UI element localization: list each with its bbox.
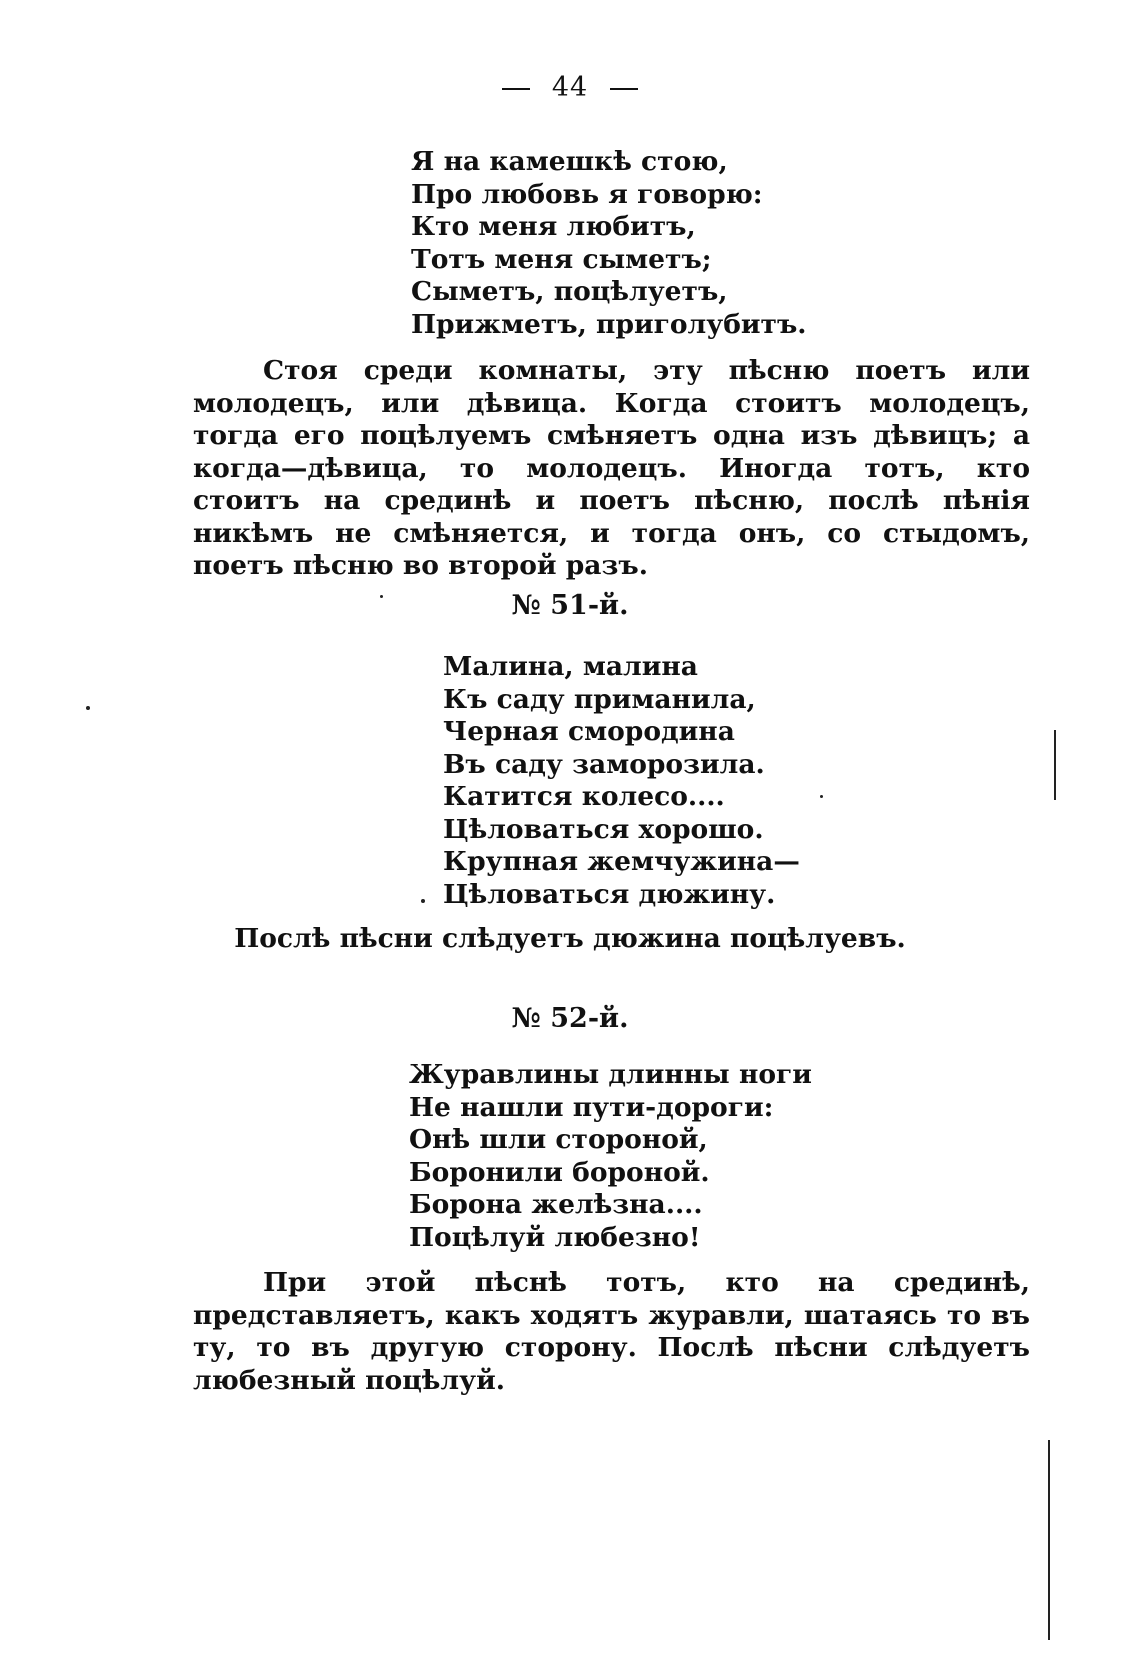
verse-line: Борона желѣзна....: [409, 1189, 703, 1220]
ink-speck: [380, 595, 383, 598]
verse-line: Тотъ меня сыметъ;: [411, 243, 712, 275]
verse-line: Журавлины длинны ноги: [409, 1059, 812, 1090]
paragraph-text: Стоя среди комнаты, эту пѣсню поетъ или молодецъ, или дѣвица. Когда стоитъ молодецъ, тогда его поцѣлуемъ смѣняетъ одна изъ дѣвицъ; а когда—дѣвица, то молодецъ. Иногда тотъ, кто стоитъ на срединѣ и поетъ пѣсню, послѣ пѣнія никѣмъ не смѣняется, и тогда онъ, со стыдомъ, поетъ пѣсню во второй разъ.: [193, 355, 1030, 581]
verse-line: Кто меня любитъ,: [411, 211, 696, 242]
page-header: [0, 72, 1140, 103]
verse-line: Въ саду заморозила.: [443, 748, 765, 780]
paragraph-text: При этой пѣснѣ тотъ, кто на срединѣ, представляетъ, какъ ходятъ журавли, шатаясь то въ ту, то въ другую сторону. Послѣ пѣсни слѣдуетъ любезный поцѣлуй.: [193, 1267, 1030, 1396]
verse-line: Крупная жемчужина—: [443, 846, 800, 877]
header-dash-right: [610, 88, 638, 90]
ink-speck: [820, 795, 823, 798]
scan-edge-line: [1048, 1440, 1050, 1640]
verse-line: Малина, малина: [443, 651, 698, 682]
song-51-note: Послѣ пѣсни слѣдуетъ дюжина поцѣлуевъ.: [234, 923, 906, 954]
verse-line: Про любовь я говорю:: [411, 178, 763, 210]
verse-line: Прижметъ, приголубитъ.: [411, 308, 807, 340]
verse-line: Сыметъ, поцѣлуетъ,: [411, 276, 728, 307]
verse-line: Я на камешкѣ стою,: [411, 146, 728, 177]
verse-line: Цѣловаться хорошо.: [443, 813, 764, 845]
verse-line: Цѣловаться дюжину.: [443, 878, 776, 910]
page-number: 44: [551, 72, 589, 103]
intro-verse: [411, 146, 807, 341]
verse-line: Катится колесо....: [443, 781, 725, 812]
verse-line: Поцѣлуй любезно!: [409, 1221, 701, 1253]
verse-line: Не нашли пути-дороги:: [409, 1091, 774, 1123]
paragraph-intro: [193, 355, 1030, 583]
song-51-verse: [443, 651, 800, 911]
ink-speck: [86, 706, 90, 710]
ink-speck: [421, 899, 425, 903]
header-dash-left: [502, 88, 530, 90]
verse-line: Черная смородина: [443, 716, 735, 747]
verse-line: Боронили бороной.: [409, 1156, 710, 1188]
verse-line: Къ саду приманила,: [443, 683, 756, 715]
song-52-verse: [409, 1059, 812, 1254]
scan-edge-line: [1054, 730, 1056, 800]
paragraph-song-52: [193, 1267, 1030, 1397]
song-52-number: № 52-й.: [511, 1003, 629, 1034]
song-51-number: № 51-й.: [511, 590, 629, 621]
verse-line: Онѣ шли стороной,: [409, 1124, 708, 1155]
